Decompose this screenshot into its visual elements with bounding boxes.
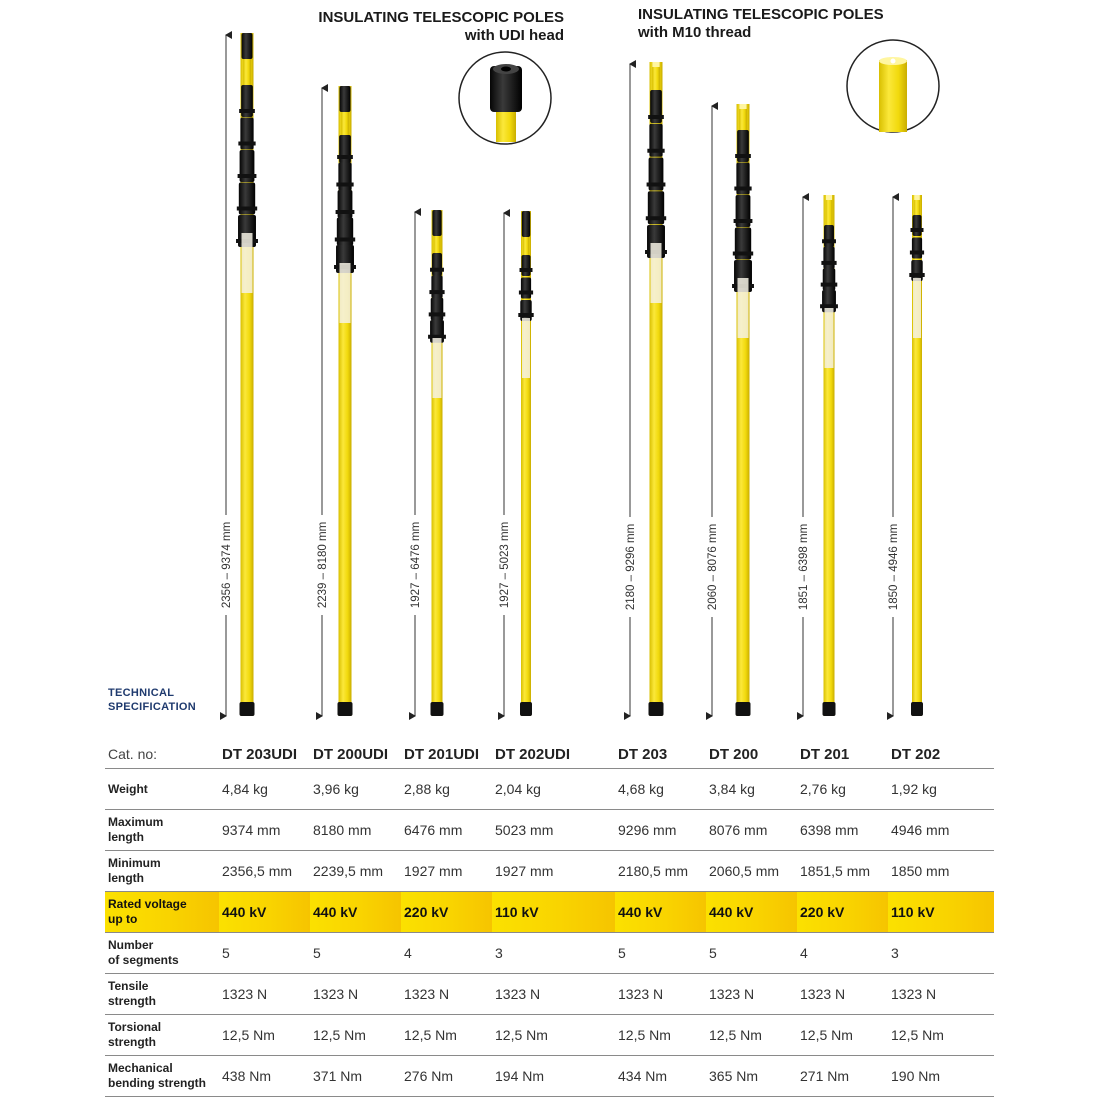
table-cell: 3: [492, 933, 615, 974]
table-cell: 440 kV: [615, 892, 706, 933]
table-row: [105, 974, 994, 1015]
segment-collar: [823, 268, 836, 290]
collar-ring: [646, 216, 666, 220]
table-row: [105, 810, 994, 851]
collar-ring: [821, 283, 838, 287]
table-cell: 1323 N: [492, 974, 615, 1015]
row-label-line1: Weight: [108, 781, 148, 796]
table-cell: 2,88 kg: [401, 769, 492, 810]
dimension-label: 1850 – 4946 mm: [888, 523, 900, 611]
table-cell: 1323 N: [310, 974, 401, 1015]
table-cell: 110 kV: [888, 892, 994, 933]
table-cell: 2,04 kg: [492, 769, 615, 810]
udi-cap: [432, 210, 441, 236]
table-cell: 12,5 Nm: [492, 1015, 615, 1056]
row-label-line2: bending strength: [108, 1076, 206, 1090]
table-cell: 3: [888, 933, 994, 974]
dimension-label: 1851 – 6398 mm: [798, 523, 810, 611]
table-cell: 12,5 Nm: [401, 1015, 492, 1056]
row-label: [105, 851, 219, 892]
table-cell: 12,5 Nm: [797, 1015, 888, 1056]
table-cell: 434 Nm: [615, 1056, 706, 1097]
table-cell: 276 Nm: [401, 1056, 492, 1097]
udi-cap: [242, 33, 253, 59]
collar-ring: [238, 142, 255, 146]
table-cell: 438 Nm: [219, 1056, 310, 1097]
m10-tip: [652, 62, 659, 67]
table-cell: 1850 mm: [888, 851, 994, 892]
row-label-line1: Minimum: [108, 856, 161, 870]
title-m10-line2: with M10 thread: [638, 24, 752, 41]
segment-collar: [912, 238, 922, 259]
segment-collar: [823, 247, 834, 269]
collar-ring: [733, 252, 753, 256]
column-header: DT 200UDI: [310, 740, 401, 769]
table-cell: 1323 N: [797, 974, 888, 1015]
specification-table: [105, 740, 994, 1097]
table-cell: 2239,5 mm: [310, 851, 401, 892]
table-cell: 5: [219, 933, 310, 974]
pole-dt201: [796, 195, 838, 716]
table-cell: 5: [310, 933, 401, 974]
table-cell: 1323 N: [888, 974, 994, 1015]
table-cell: 12,5 Nm: [888, 1015, 994, 1056]
collar-ring: [237, 207, 257, 211]
tech-spec-line1: TECHNICAL: [108, 687, 175, 699]
collar-ring: [822, 239, 836, 243]
row-label: [105, 933, 219, 974]
table-cell: 194 Nm: [492, 1056, 615, 1097]
table-cell: 12,5 Nm: [706, 1015, 797, 1056]
bottom-cap: [649, 702, 664, 716]
pole-label-sticker: [738, 278, 749, 338]
segment-collar: [824, 225, 834, 247]
table-row: [105, 851, 994, 892]
bottom-cap: [823, 702, 836, 716]
column-header: DT 201: [797, 740, 888, 769]
segment-collar: [522, 255, 531, 276]
collar-ring: [429, 290, 444, 294]
table-cell: 5023 mm: [492, 810, 615, 851]
table-cell: 365 Nm: [706, 1056, 797, 1097]
table-cell: 440 kV: [706, 892, 797, 933]
table-cell: 5: [615, 933, 706, 974]
table-cell: 271 Nm: [797, 1056, 888, 1097]
row-label-line2: length: [108, 871, 144, 885]
table-cell: 9296 mm: [615, 810, 706, 851]
dimension-label: 2239 – 8180 mm: [317, 521, 329, 609]
column-header: DT 201UDI: [401, 740, 492, 769]
collar-ring: [909, 273, 924, 277]
table-cell: 1,92 kg: [888, 769, 994, 810]
collar-ring: [336, 183, 353, 187]
pole-label-sticker: [825, 308, 834, 368]
dimension-label: 2180 – 9296 mm: [625, 523, 637, 611]
row-label-line2: strength: [108, 994, 156, 1008]
dimension-label: 1927 – 6476 mm: [410, 521, 422, 609]
row-label-line1: Mechanical: [108, 1061, 173, 1075]
m10-tip: [826, 195, 832, 200]
table-cell: 12,5 Nm: [615, 1015, 706, 1056]
collar-ring: [910, 251, 924, 255]
collar-ring: [911, 228, 924, 232]
pole-label-sticker: [433, 338, 442, 398]
table-cell: 8076 mm: [706, 810, 797, 851]
pole-dt200udi: [315, 86, 356, 716]
title-m10-line1: INSULATING TELESCOPIC POLES: [638, 6, 884, 23]
m10-thread-detail: [847, 40, 939, 132]
collar-ring: [647, 183, 666, 187]
table-cell: 4: [797, 933, 888, 974]
table-header-row: [105, 740, 994, 769]
segment-collar: [521, 278, 531, 299]
table-cell: 4,84 kg: [219, 769, 310, 810]
table-cell: 9374 mm: [219, 810, 310, 851]
udi-cap: [522, 211, 530, 237]
bottom-cap: [240, 702, 255, 716]
table-cell: 440 kV: [219, 892, 310, 933]
table-cell: 5: [706, 933, 797, 974]
collar-ring: [335, 238, 355, 242]
row-label-line1: Maximum: [108, 815, 164, 829]
bottom-cap: [431, 702, 444, 716]
row-label-line1: Torsional: [108, 1020, 162, 1034]
collar-ring: [518, 313, 533, 317]
technical-specification-label: [108, 686, 196, 714]
collar-ring: [337, 155, 353, 159]
table-cell: 110 kV: [492, 892, 615, 933]
collar-ring: [336, 210, 355, 214]
bottom-cap: [520, 702, 532, 716]
row-label-line2: up to: [108, 912, 138, 926]
row-label: [105, 810, 219, 851]
row-label: [105, 1015, 219, 1056]
udi-cap: [340, 86, 351, 112]
row-label: [105, 1056, 219, 1097]
table-cell: 6476 mm: [401, 810, 492, 851]
table-cell: 4946 mm: [888, 810, 994, 851]
table-cell: 4: [401, 933, 492, 974]
table-cell: 2356,5 mm: [219, 851, 310, 892]
row-label: [105, 892, 219, 933]
table-cell: 440 kV: [310, 892, 401, 933]
m10-tip: [914, 195, 920, 200]
table-cell: 1323 N: [219, 974, 310, 1015]
segment-collar: [431, 275, 442, 298]
m10-tip: [739, 104, 746, 109]
collar-ring: [519, 291, 533, 295]
pole-label-sticker: [913, 278, 921, 338]
segment-collar: [431, 298, 444, 321]
dimension-label: 2060 – 8076 mm: [707, 523, 719, 611]
title-udi-line1: INSULATING TELESCOPIC POLES: [318, 9, 564, 26]
row-label: [105, 974, 219, 1015]
pole-dt200: [705, 104, 754, 716]
table-row: [105, 769, 994, 810]
collar-ring: [821, 261, 836, 265]
row-label-line1: Rated voltage: [108, 897, 187, 911]
pole-dt202: [886, 195, 925, 716]
collar-ring: [430, 268, 444, 272]
table-cell: 220 kV: [401, 892, 492, 933]
pole-dt203udi: [219, 33, 258, 716]
collar-ring: [647, 149, 664, 153]
bottom-cap: [338, 702, 353, 716]
column-header: DT 200: [706, 740, 797, 769]
table-cell: 6398 mm: [797, 810, 888, 851]
collar-ring: [239, 109, 255, 113]
collar-ring: [429, 312, 446, 316]
collar-ring: [734, 219, 753, 223]
dimension-label: 1927 – 5023 mm: [499, 521, 511, 609]
table-cell: 1851,5 mm: [797, 851, 888, 892]
table-cell: 3,96 kg: [310, 769, 401, 810]
table-cell: 1927 mm: [401, 851, 492, 892]
pole-label-sticker: [522, 318, 530, 378]
row-label-line2: strength: [108, 1035, 156, 1049]
cat-no-label: Cat. no:: [105, 740, 219, 769]
table-cell: 2060,5 mm: [706, 851, 797, 892]
table-cell: 8180 mm: [310, 810, 401, 851]
table-row: [105, 1015, 994, 1056]
table-cell: 1323 N: [401, 974, 492, 1015]
table-cell: 12,5 Nm: [310, 1015, 401, 1056]
row-label-line2: of segments: [108, 953, 179, 967]
row-label-line2: length: [108, 830, 144, 844]
table-cell: 2180,5 mm: [615, 851, 706, 892]
table-row: [105, 1056, 994, 1097]
table-cell: 3,84 kg: [706, 769, 797, 810]
segment-collar: [913, 215, 922, 236]
pole-dt201udi: [408, 210, 446, 716]
pole-label-sticker: [651, 243, 662, 303]
collar-ring: [735, 154, 751, 158]
row-label: [105, 769, 219, 810]
bottom-cap: [911, 702, 923, 716]
tech-spec-line2: SPECIFICATION: [108, 701, 197, 713]
collar-ring: [238, 174, 257, 178]
table-cell: 4,68 kg: [615, 769, 706, 810]
table-cell: 371 Nm: [310, 1056, 401, 1097]
pole-label-sticker: [242, 233, 253, 293]
bottom-cap: [736, 702, 751, 716]
row-label-line1: Number: [108, 938, 154, 952]
column-header: DT 203: [615, 740, 706, 769]
table-cell: 1927 mm: [492, 851, 615, 892]
table-row: [105, 933, 994, 974]
segment-collar: [520, 300, 531, 321]
title-udi-line2: with UDI head: [464, 27, 564, 44]
table-row: [105, 892, 994, 933]
pole-dt202udi: [497, 211, 534, 716]
table-cell: 12,5 Nm: [219, 1015, 310, 1056]
row-label-line1: Tensile: [108, 979, 149, 993]
table-cell: 1323 N: [615, 974, 706, 1015]
collar-ring: [734, 187, 751, 191]
collar-ring: [820, 304, 838, 308]
table-cell: 220 kV: [797, 892, 888, 933]
table-cell: 1323 N: [706, 974, 797, 1015]
pole-dt203: [623, 62, 667, 716]
column-header: DT 202: [888, 740, 994, 769]
udi-head-detail: [459, 52, 551, 144]
column-header: DT 202UDI: [492, 740, 615, 769]
segment-collar: [911, 260, 922, 281]
dimension-label: 2356 – 9374 mm: [221, 521, 233, 609]
pole-label-sticker: [340, 263, 351, 323]
segment-collar: [432, 253, 442, 276]
table-cell: 2,76 kg: [797, 769, 888, 810]
collar-ring: [520, 268, 533, 272]
table-cell: 190 Nm: [888, 1056, 994, 1097]
column-header: DT 203UDI: [219, 740, 310, 769]
collar-ring: [648, 115, 664, 119]
